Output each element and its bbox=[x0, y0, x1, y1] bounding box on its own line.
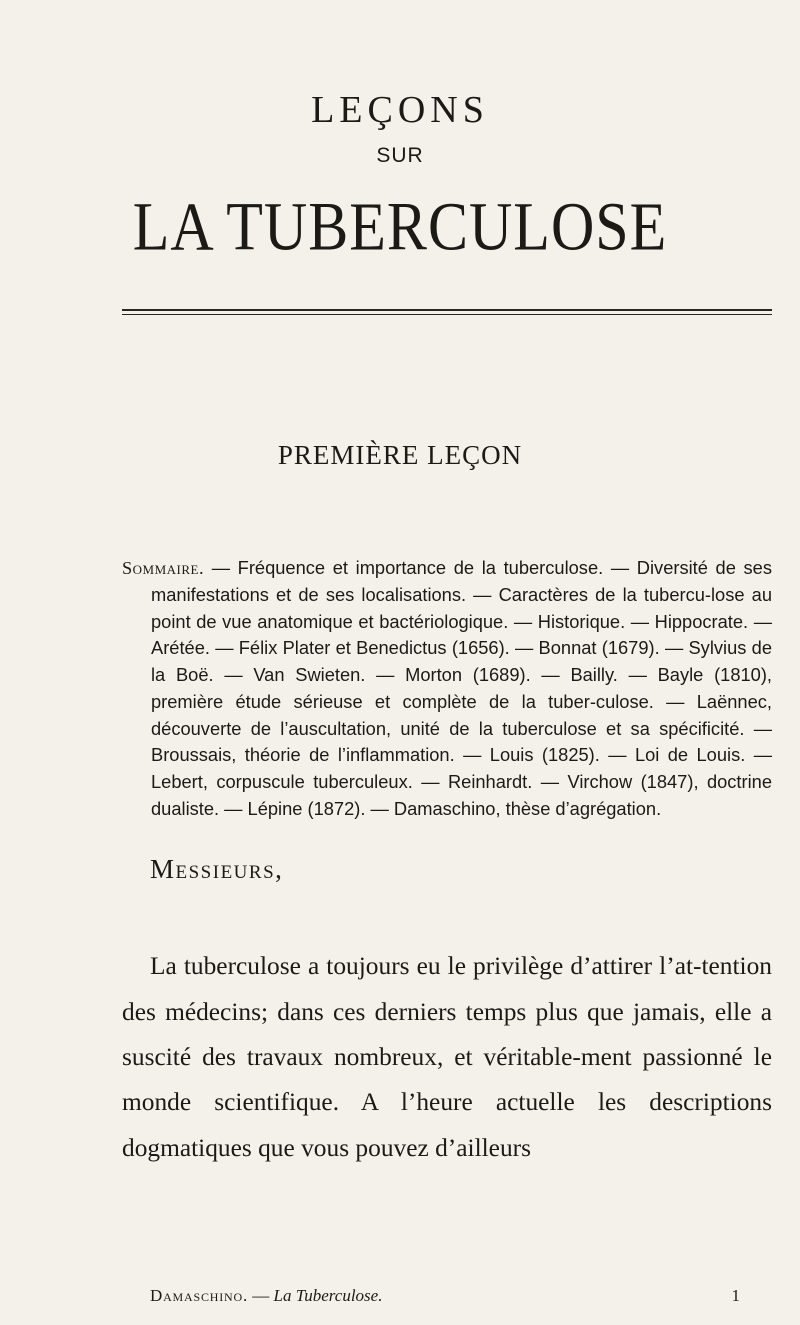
summary-label: Sommaire. bbox=[122, 558, 205, 579]
footer-author: Damaschino. bbox=[150, 1286, 249, 1305]
salutation: Messieurs, bbox=[150, 854, 284, 884]
title-kicker: LEÇONS bbox=[311, 89, 489, 131]
page-footer bbox=[150, 1285, 740, 1307]
title-connector: SUR bbox=[376, 144, 424, 167]
body-paragraph: La tuberculose a toujours eu le privilège d’attirer l’at-tention des médecins; dans ces derniers temps plus que jamais, elle a suscité des travaux nombreux, et véritable-ment passionné le monde scientifique. A l’heure actuelle les descriptions dogmatiques que vous pouvez d’ailleurs bbox=[122, 952, 772, 1162]
sheet-number: 1 bbox=[731, 1286, 740, 1305]
title-rule-thick bbox=[122, 309, 772, 311]
footer-short-title: La Tuberculose. bbox=[273, 1286, 383, 1305]
lesson-summary bbox=[122, 555, 772, 822]
summary-text: — Fréquence et importance de la tuberculose. — Diversité de ses manifestations et de ses localisations. — Caractères de la tubercu-lose au point de vue anatomique et bactériologique. — Historique. — Hippocrate. — Arétée. — Félix Plater et Benedictus (1656). — Bonnat (1679). — Sylvius de la Boë. — Van Swieten. — Morton (1689). — Bailly. — Bayle (1810), première étude sérieuse et complète de la tuber-culose. — Laënnec, découverte de l’auscultation, unité de la tuberculose et sa spécificité. — Broussais, théorie de l’inflammation. — Louis (1825). — Loi de Louis. — Lebert, corpuscule tuberculeux. — Reinhardt. — Virchow (1847), doctrine dualiste. — Lépine (1872). — Damaschino, thèse d’agrégation. bbox=[151, 557, 772, 819]
title-rule-thin bbox=[122, 314, 772, 315]
footer-separator: — bbox=[248, 1286, 274, 1305]
lesson-title: PREMIÈRE LEÇON bbox=[277, 440, 523, 470]
main-title: LA TUBERCULOSE bbox=[132, 188, 668, 265]
